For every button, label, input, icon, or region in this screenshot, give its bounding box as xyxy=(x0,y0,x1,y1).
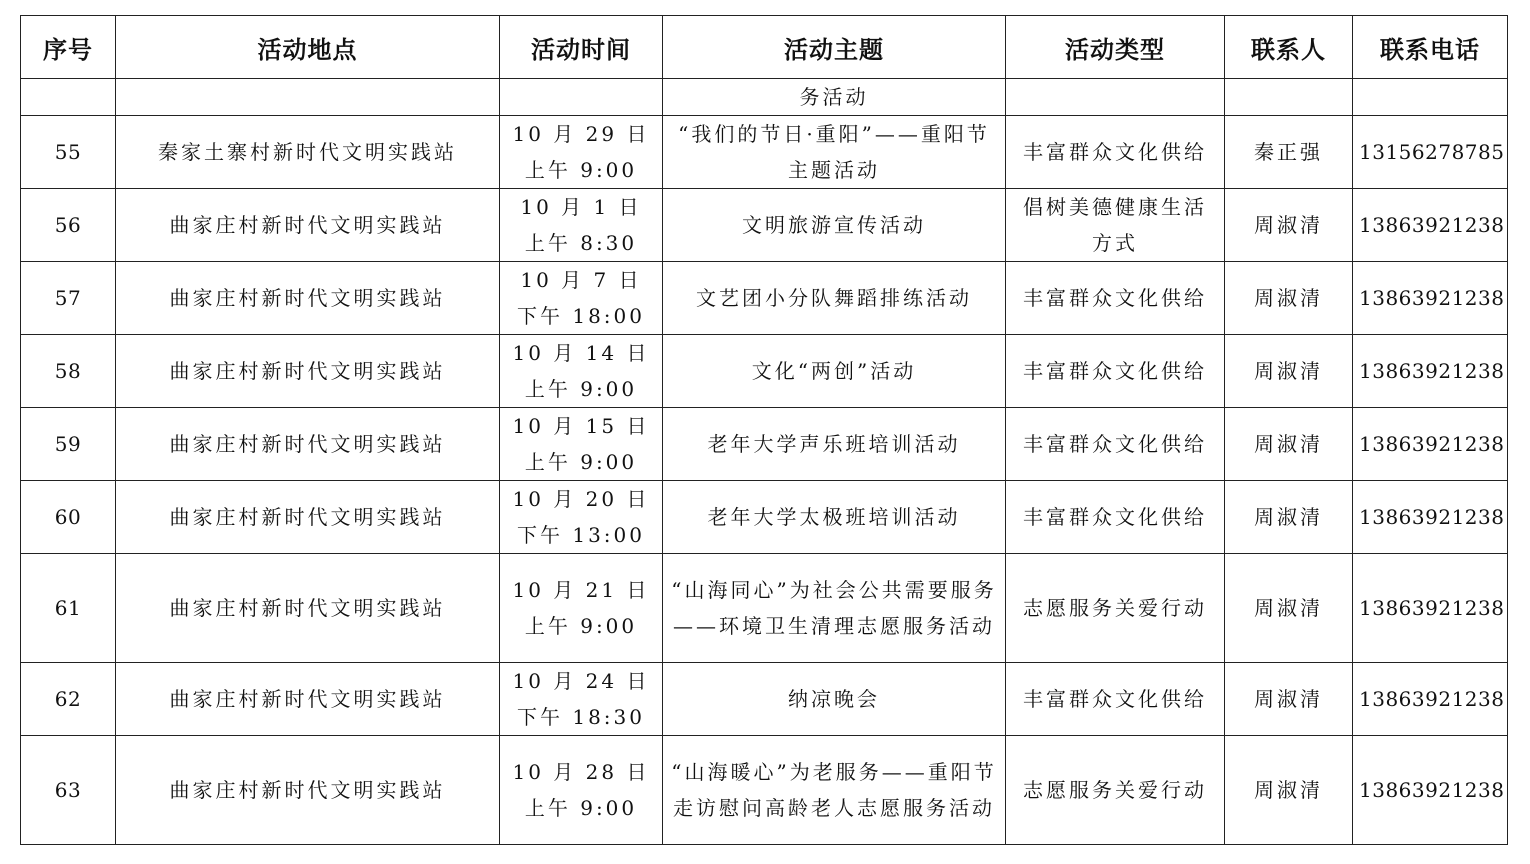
activity-table-container xyxy=(20,15,1508,845)
cell-time-line: 下午 18:30 xyxy=(517,705,645,729)
table-row xyxy=(21,736,1508,845)
cell-date-line: 10 月 7 日 xyxy=(520,268,642,292)
cell-no: 58 xyxy=(21,335,116,408)
cell-phone: 13156278785 xyxy=(1353,116,1508,189)
cell-time xyxy=(500,736,663,845)
cell-phone: 13863921238 xyxy=(1353,663,1508,736)
cell-date-line: 10 月 24 日 xyxy=(512,669,650,693)
cell-topic: 务活动 xyxy=(663,79,1006,116)
header-time: 活动时间 xyxy=(500,16,663,79)
header-row xyxy=(21,16,1508,79)
cell-no: 55 xyxy=(21,116,116,189)
cell-phone: 13863921238 xyxy=(1353,736,1508,845)
cell-time-line: 上午 9:00 xyxy=(524,377,638,401)
table-row xyxy=(21,408,1508,481)
cell-contact: 周淑清 xyxy=(1225,554,1353,663)
cell-place: 曲家庄村新时代文明实践站 xyxy=(116,262,500,335)
table-row xyxy=(21,116,1508,189)
cell-no: 56 xyxy=(21,189,116,262)
cell-no xyxy=(21,79,116,116)
cell-type: 丰富群众文化供给 xyxy=(1006,116,1225,189)
cell-topic: 文明旅游宣传活动 xyxy=(663,189,1006,262)
cell-time-line: 上午 9:00 xyxy=(524,796,638,820)
cell-phone: 13863921238 xyxy=(1353,408,1508,481)
cell-topic: 文化“两创”活动 xyxy=(663,335,1006,408)
cell-no: 62 xyxy=(21,663,116,736)
cell-place xyxy=(116,79,500,116)
cell-type: 志愿服务关爱行动 xyxy=(1006,554,1225,663)
cell-place: 曲家庄村新时代文明实践站 xyxy=(116,481,500,554)
cell-place: 曲家庄村新时代文明实践站 xyxy=(116,189,500,262)
cell-place: 曲家庄村新时代文明实践站 xyxy=(116,408,500,481)
cell-time-line: 上午 9:00 xyxy=(524,450,638,474)
table-row xyxy=(21,189,1508,262)
cell-contact: 周淑清 xyxy=(1225,335,1353,408)
table-header xyxy=(21,16,1508,79)
cell-phone: 13863921238 xyxy=(1353,554,1508,663)
cell-topic: 老年大学太极班培训活动 xyxy=(663,481,1006,554)
cell-time xyxy=(500,408,663,481)
table-row-continuation xyxy=(21,79,1508,116)
activity-schedule-table xyxy=(20,15,1508,845)
cell-place: 秦家土寨村新时代文明实践站 xyxy=(116,116,500,189)
table-row xyxy=(21,262,1508,335)
cell-topic: “山海同心”为社会公共需要服务——环境卫生清理志愿服务活动 xyxy=(663,554,1006,663)
cell-phone: 13863921238 xyxy=(1353,335,1508,408)
cell-date-line: 10 月 20 日 xyxy=(512,487,650,511)
cell-time xyxy=(500,554,663,663)
cell-topic: 文艺团小分队舞蹈排练活动 xyxy=(663,262,1006,335)
cell-date-line: 10 月 1 日 xyxy=(520,195,642,219)
cell-time xyxy=(500,116,663,189)
cell-no: 57 xyxy=(21,262,116,335)
header-phone: 联系电话 xyxy=(1353,16,1508,79)
cell-type: 倡树美德健康生活方式 xyxy=(1006,189,1225,262)
cell-time-line: 下午 18:00 xyxy=(517,304,645,328)
cell-place: 曲家庄村新时代文明实践站 xyxy=(116,554,500,663)
header-contact: 联系人 xyxy=(1225,16,1353,79)
header-type: 活动类型 xyxy=(1006,16,1225,79)
cell-date-line: 10 月 14 日 xyxy=(512,341,650,365)
cell-phone: 13863921238 xyxy=(1353,189,1508,262)
cell-no: 60 xyxy=(21,481,116,554)
cell-topic: 老年大学声乐班培训活动 xyxy=(663,408,1006,481)
cell-time xyxy=(500,262,663,335)
cell-topic: “山海暖心”为老服务——重阳节走访慰问高龄老人志愿服务活动 xyxy=(663,736,1006,845)
cell-type: 丰富群众文化供给 xyxy=(1006,335,1225,408)
table-row xyxy=(21,554,1508,663)
cell-type: 丰富群众文化供给 xyxy=(1006,262,1225,335)
cell-no: 59 xyxy=(21,408,116,481)
cell-contact: 周淑清 xyxy=(1225,663,1353,736)
cell-contact: 周淑清 xyxy=(1225,262,1353,335)
cell-contact xyxy=(1225,79,1353,116)
cell-time-line: 上午 9:00 xyxy=(524,158,638,182)
cell-topic: 纳凉晚会 xyxy=(663,663,1006,736)
cell-no: 63 xyxy=(21,736,116,845)
cell-place: 曲家庄村新时代文明实践站 xyxy=(116,736,500,845)
cell-time xyxy=(500,663,663,736)
cell-contact: 周淑清 xyxy=(1225,481,1353,554)
cell-date-line: 10 月 21 日 xyxy=(512,578,650,602)
table-body xyxy=(21,79,1508,845)
header-no: 序号 xyxy=(21,16,116,79)
cell-topic: “我们的节日·重阳”——重阳节主题活动 xyxy=(663,116,1006,189)
cell-time xyxy=(500,189,663,262)
cell-date-line: 10 月 15 日 xyxy=(512,414,650,438)
cell-type: 丰富群众文化供给 xyxy=(1006,663,1225,736)
cell-contact: 周淑清 xyxy=(1225,736,1353,845)
cell-phone: 13863921238 xyxy=(1353,262,1508,335)
cell-time-line: 上午 9:00 xyxy=(524,614,638,638)
cell-time xyxy=(500,481,663,554)
cell-place: 曲家庄村新时代文明实践站 xyxy=(116,335,500,408)
cell-phone xyxy=(1353,79,1508,116)
cell-contact: 秦正强 xyxy=(1225,116,1353,189)
table-row xyxy=(21,663,1508,736)
cell-place: 曲家庄村新时代文明实践站 xyxy=(116,663,500,736)
cell-phone: 13863921238 xyxy=(1353,481,1508,554)
cell-type: 丰富群众文化供给 xyxy=(1006,408,1225,481)
header-place: 活动地点 xyxy=(116,16,500,79)
cell-contact: 周淑清 xyxy=(1225,189,1353,262)
cell-date-line: 10 月 29 日 xyxy=(512,122,650,146)
cell-time xyxy=(500,335,663,408)
cell-no: 61 xyxy=(21,554,116,663)
table-row xyxy=(21,335,1508,408)
cell-time xyxy=(500,79,663,116)
header-topic: 活动主题 xyxy=(663,16,1006,79)
table-row xyxy=(21,481,1508,554)
cell-time-line: 下午 13:00 xyxy=(517,523,645,547)
cell-type: 丰富群众文化供给 xyxy=(1006,481,1225,554)
cell-date-line: 10 月 28 日 xyxy=(512,760,650,784)
cell-contact: 周淑清 xyxy=(1225,408,1353,481)
cell-type: 志愿服务关爱行动 xyxy=(1006,736,1225,845)
cell-time-line: 上午 8:30 xyxy=(524,231,638,255)
cell-type xyxy=(1006,79,1225,116)
